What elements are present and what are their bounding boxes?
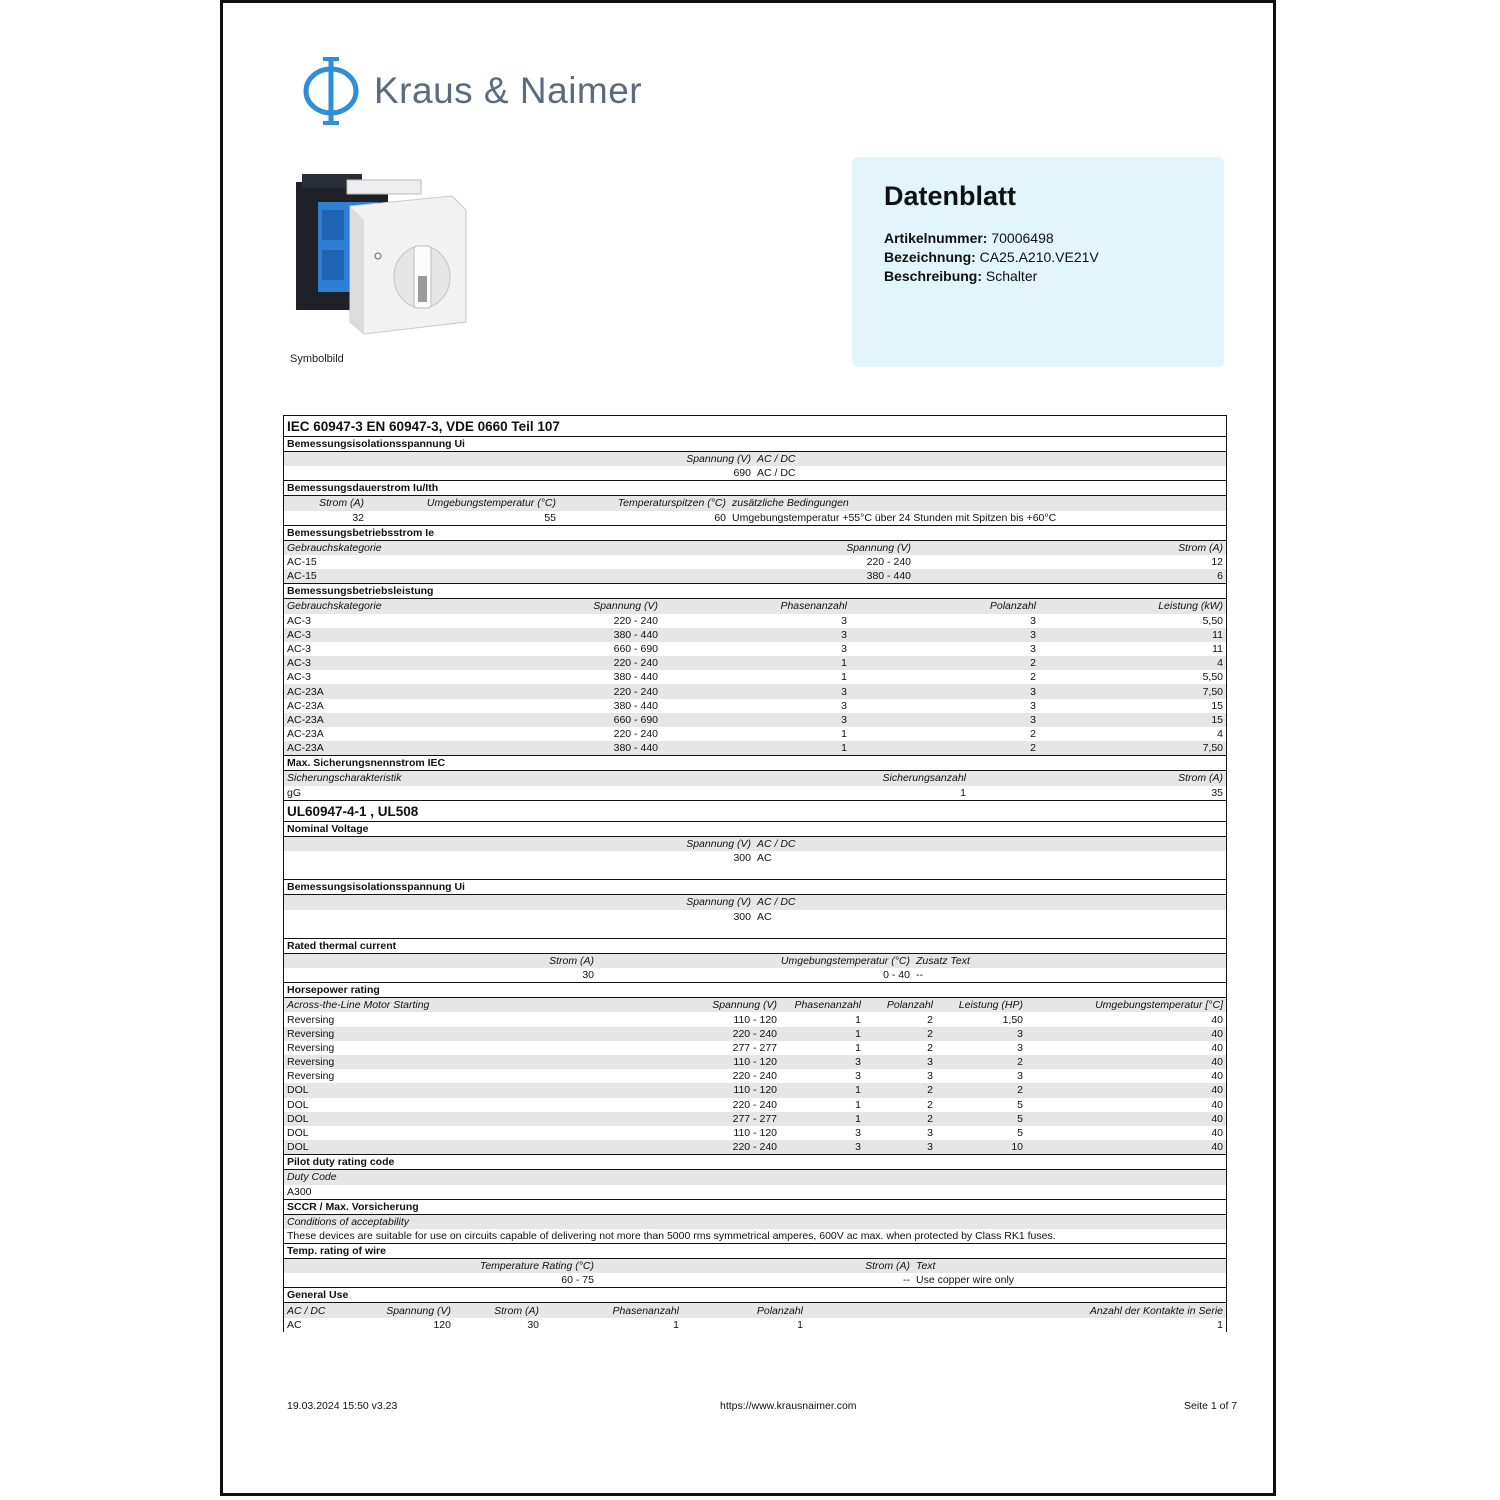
table-cell: 3 <box>661 684 850 698</box>
table-cell: 3 <box>1030 699 1036 712</box>
header-cell: Zusatz Text <box>913 954 1226 968</box>
header-cell: Leistung (kW) <box>1039 599 1226 613</box>
table-cell: AC-3 <box>284 628 484 642</box>
table-row <box>284 1185 1226 1200</box>
datasheet-info-box <box>852 157 1224 367</box>
header-cell: Polanzahl <box>864 998 936 1012</box>
table-row <box>284 1012 1226 1026</box>
iec-ui-heading: Bemessungsisolationsspannung Ui <box>284 437 1226 452</box>
table-row <box>284 1229 1226 1244</box>
header-cell: AC / DC <box>284 1303 354 1317</box>
header-cell: AC / DC <box>754 895 1226 909</box>
table-cell: 220 - 240 <box>732 1098 777 1111</box>
table-cell: 15 <box>1039 713 1226 727</box>
iec-fuse-table <box>284 771 1226 800</box>
table-cell: AC-3 <box>287 642 311 655</box>
table-cell: 1 <box>797 1318 803 1331</box>
table-cell: Use copper wire only <box>913 1273 1226 1288</box>
table-cell: DOL <box>284 1112 704 1126</box>
table-cell: 5,50 <box>1202 671 1223 684</box>
table-cell: 300 <box>733 852 751 865</box>
table-cell: 2 <box>850 656 1039 670</box>
table-cell: 220 - 240 <box>704 1027 780 1041</box>
header-cell: Phasenanzahl <box>780 998 864 1012</box>
header-cell: Strom (A) <box>597 1259 913 1273</box>
ul-nominal-heading: Nominal Voltage <box>284 822 1226 837</box>
header-cell: Spannung (V) <box>484 599 661 613</box>
table-cell: 5 <box>936 1112 1026 1126</box>
table-cell: 110 - 120 <box>704 1083 780 1097</box>
table-cell: 220 - 240 <box>732 1070 777 1083</box>
ul-ui-table <box>284 895 1226 939</box>
table-header-row <box>284 496 1226 510</box>
ul-general-heading: General Use <box>284 1288 1226 1303</box>
header-cell: Strom (A) <box>284 954 597 968</box>
table-cell: 3 <box>841 699 847 712</box>
image-caption: Symbolbild <box>290 353 344 365</box>
header-cell: Gebrauchskategorie <box>284 541 584 555</box>
table-cell: These devices are suitable for use on circuits capable of delivering not more than 5000 rms symmetrical amperes, 600V ac max. when protected by Class RK1 fuses. <box>284 1229 1226 1244</box>
table-cell: 2 <box>1030 728 1036 741</box>
table-cell: 3 <box>855 1127 861 1140</box>
table-cell: 3 <box>864 1140 936 1155</box>
table-cell: 60 <box>559 511 729 526</box>
table-cell: 3 <box>1030 614 1036 627</box>
table-cell: AC / DC <box>754 466 1226 481</box>
header-cell: Duty Code <box>284 1170 1226 1184</box>
footer-date: 19.03.2024 15:50 v3.23 <box>287 1400 398 1412</box>
header-cell: zusätzliche Bedingungen <box>729 496 1226 510</box>
designation-line <box>884 248 1224 267</box>
ul-hp-table <box>284 998 1226 1155</box>
table-cell: 380 - 440 <box>613 699 658 712</box>
header-cell: Umgebungstemperatur (°C) <box>367 496 559 510</box>
table-row <box>284 1140 1226 1155</box>
header-cell: Gebrauchskategorie <box>284 599 484 613</box>
table-cell: 15 <box>1211 699 1223 712</box>
datasheet-title: Datenblatt <box>884 181 1017 211</box>
table-cell: AC-3 <box>284 656 484 670</box>
ul-general-table <box>284 1303 1226 1331</box>
table-cell: 220 - 240 <box>866 556 911 569</box>
table-cell: 220 - 240 <box>484 684 661 698</box>
table-cell: 32 <box>284 511 367 526</box>
table-cell: 7,50 <box>1039 741 1226 756</box>
description-label: Beschreibung: <box>884 268 983 284</box>
table-cell: 60 - 75 <box>284 1273 597 1288</box>
header-cell: Anzahl der Kontakte in Serie <box>806 1303 1226 1317</box>
table-cell: 1 <box>780 1027 864 1041</box>
table-header-row <box>284 837 1226 851</box>
header-cell: Phasenanzahl <box>542 1303 682 1317</box>
table-cell: 380 - 440 <box>484 628 661 642</box>
table-header-row <box>284 1215 1226 1229</box>
ul-wire-table <box>284 1259 1226 1288</box>
table-cell: -- <box>597 1273 913 1288</box>
table-row <box>284 1055 1226 1069</box>
spec-table <box>283 415 1227 1332</box>
header-cell: Leistung (HP) <box>936 998 1026 1012</box>
ul-ui-heading: Bemessungsisolationsspannung Ui <box>284 880 1226 895</box>
table-cell: DOL <box>287 1098 309 1111</box>
table-cell: 3 <box>661 713 850 727</box>
table-cell: Umgebungstemperatur +55°C über 24 Stunden mit Spitzen bis +60°C <box>729 511 1226 526</box>
table-cell: 0 - 40 <box>597 968 913 983</box>
table-cell: 3 <box>841 614 847 627</box>
table-cell: 40 <box>1211 1041 1223 1054</box>
table-cell: 3 <box>1017 1041 1023 1054</box>
table-cell: 3 <box>927 1127 933 1140</box>
table-cell: 380 - 440 <box>613 671 658 684</box>
table-header-row <box>284 895 1226 909</box>
table-row <box>284 713 1226 727</box>
table-cell: gG <box>284 786 584 801</box>
table-cell: 3 <box>841 642 847 655</box>
table-cell: 1 <box>780 1112 864 1126</box>
table-header-row <box>284 771 1226 785</box>
table-header-row <box>284 1259 1226 1273</box>
table-cell: 3 <box>780 1140 864 1155</box>
table-cell: 3 <box>927 1070 933 1083</box>
table-row <box>284 851 1226 865</box>
table-cell: 1 <box>855 1098 861 1111</box>
table-row <box>284 741 1226 756</box>
iec-fuse-heading: Max. Sicherungsnennstrom IEC <box>284 756 1226 771</box>
table-cell: 1 <box>661 656 850 670</box>
table-cell: 4 <box>1039 656 1226 670</box>
table-cell: Reversing <box>284 1055 704 1069</box>
table-cell: 40 <box>1026 1083 1226 1097</box>
table-cell: AC <box>757 852 772 865</box>
table-cell: 2 <box>936 1083 1026 1097</box>
header-cell: Strom (A) <box>914 541 1226 555</box>
table-cell: 5 <box>1017 1098 1023 1111</box>
table-cell: Reversing <box>287 1041 335 1054</box>
table-cell: 4 <box>1217 728 1223 741</box>
iec-section-title: IEC 60947-3 EN 60947-3, VDE 0660 Teil 107 <box>284 416 1226 437</box>
table-cell: 2 <box>864 1027 936 1041</box>
iec-power-heading: Bemessungsbetriebsleistung <box>284 584 1226 599</box>
table-cell: 2 <box>927 1041 933 1054</box>
description-line <box>884 267 1224 286</box>
table-cell: AC-23A <box>284 713 484 727</box>
table-cell: 30 <box>284 968 597 983</box>
product-image <box>292 162 472 347</box>
table-cell: 40 <box>1211 1070 1223 1083</box>
table-cell: 660 - 690 <box>613 642 658 655</box>
table-cell: 3 <box>1017 1070 1023 1083</box>
table-cell: 2 <box>864 1083 936 1097</box>
ul-section-title: UL60947-4-1 , UL508 <box>284 801 1226 822</box>
header-cell: Sicherungscharakteristik <box>284 771 584 785</box>
header-cell: Spannung (V) <box>284 895 754 909</box>
table-cell: 2 <box>864 1112 936 1126</box>
table-cell: 120 <box>433 1318 451 1331</box>
table-cell: 380 - 440 <box>584 569 914 584</box>
table-row <box>284 910 1226 924</box>
table-row <box>284 1098 1226 1112</box>
iec-ith-table <box>284 496 1226 525</box>
table-cell: 1,50 <box>1002 1013 1023 1026</box>
designation-value: CA25.A210.VE21V <box>979 249 1099 265</box>
table-cell: AC-23A <box>287 728 324 741</box>
table-row <box>284 1083 1226 1097</box>
table-cell: 5 <box>1017 1127 1023 1140</box>
table-cell: 1 <box>673 1318 679 1331</box>
iec-ith-heading: Bemessungsdauerstrom Iu/Ith <box>284 481 1226 496</box>
table-cell: AC <box>757 910 772 923</box>
table-cell: 40 <box>1211 1098 1223 1111</box>
table-cell: 2 <box>1030 671 1036 684</box>
table-row <box>284 684 1226 698</box>
header-cell: Spannung (V) <box>704 998 780 1012</box>
table-row <box>284 786 1226 801</box>
table-cell: 55 <box>367 511 559 526</box>
footer-page-number: Seite 1 of 7 <box>1184 1400 1238 1412</box>
table-cell: 6 <box>914 569 1226 584</box>
designation-label: Bezeichnung: <box>884 249 976 265</box>
table-row <box>284 511 1226 526</box>
table-cell: 10 <box>936 1140 1026 1155</box>
ul-pilot-heading: Pilot duty rating code <box>284 1155 1226 1170</box>
header-cell: Text <box>913 1259 1226 1273</box>
table-cell: 1 <box>780 1083 864 1097</box>
table-cell: 660 - 690 <box>484 713 661 727</box>
iec-ui-table <box>284 452 1226 481</box>
header-cell: Spannung (V) <box>284 837 754 851</box>
table-cell: 220 - 240 <box>704 1140 780 1155</box>
table-cell: 3 <box>1030 642 1036 655</box>
table-cell: 3 <box>864 1055 936 1069</box>
table-row <box>284 555 1226 569</box>
table-header-row <box>284 599 1226 613</box>
table-row <box>284 614 1226 628</box>
table-row <box>284 1318 1226 1332</box>
iec-power-table <box>284 599 1226 756</box>
table-cell: 40 <box>1026 1140 1226 1155</box>
table-cell: 40 <box>1026 1055 1226 1069</box>
table-row <box>284 628 1226 642</box>
table-cell: 2 <box>850 741 1039 756</box>
header-cell: Temperature Rating (°C) <box>284 1259 597 1273</box>
table-cell: 3 <box>850 628 1039 642</box>
table-cell: 690 <box>284 466 754 481</box>
table-row <box>284 656 1226 670</box>
table-cell: 220 - 240 <box>484 656 661 670</box>
table-row <box>284 1126 1226 1140</box>
table-cell: 380 - 440 <box>484 741 661 756</box>
header-cell: Polanzahl <box>682 1303 806 1317</box>
table-cell: 1 <box>584 786 969 801</box>
table-cell: -- <box>913 968 1226 983</box>
table-cell: 220 - 240 <box>613 614 658 627</box>
table-cell: AC-23A <box>287 699 324 712</box>
iec-ie-heading: Bemessungsbetriebsstrom Ie <box>284 526 1226 541</box>
header-cell: Phasenanzahl <box>661 599 850 613</box>
table-cell: 40 <box>1211 1127 1223 1140</box>
table-cell: AC-23A <box>284 684 484 698</box>
header-cell: Strom (A) <box>284 496 367 510</box>
table-cell: 3 <box>661 628 850 642</box>
table-cell: 277 - 277 <box>732 1041 777 1054</box>
header-cell: AC / DC <box>754 452 1226 466</box>
table-cell: A300 <box>284 1185 1226 1200</box>
ul-thermal-table <box>284 954 1226 983</box>
table-cell: 3 <box>936 1027 1026 1041</box>
table-cell: 40 <box>1211 1013 1223 1026</box>
iec-ie-table <box>284 541 1226 585</box>
table-spacer-row <box>284 865 1226 880</box>
table-cell: 30 <box>527 1318 539 1331</box>
table-cell: 277 - 277 <box>704 1112 780 1126</box>
header-cell: Sicherungsanzahl <box>584 771 969 785</box>
table-cell: 11 <box>1039 628 1226 642</box>
table-cell: 12 <box>1211 556 1223 569</box>
table-header-row <box>284 954 1226 968</box>
table-header-row <box>284 1170 1226 1184</box>
table-header-row <box>284 452 1226 466</box>
article-number-line <box>884 229 1224 248</box>
header-cell: Strom (A) <box>969 771 1226 785</box>
table-header-row <box>284 998 1226 1012</box>
table-cell: 110 - 120 <box>704 1055 780 1069</box>
table-cell: 1 <box>841 671 847 684</box>
table-cell: DOL <box>287 1127 309 1140</box>
header-cell: Temperaturspitzen (°C) <box>559 496 729 510</box>
table-cell: 220 - 240 <box>613 728 658 741</box>
table-row <box>284 670 1226 684</box>
ul-sccr-heading: SCCR / Max. Vorsicherung <box>284 1200 1226 1215</box>
table-row <box>284 1112 1226 1126</box>
article-number-value: 70006498 <box>991 230 1054 246</box>
table-cell: 2 <box>936 1055 1026 1069</box>
table-cell: 3 <box>855 1070 861 1083</box>
table-cell: 1 <box>855 1013 861 1026</box>
table-spacer-row <box>284 924 1226 939</box>
table-cell: 1 <box>841 728 847 741</box>
table-cell: AC-23A <box>284 741 484 756</box>
table-row <box>284 466 1226 481</box>
table-cell: 35 <box>969 786 1226 801</box>
table-cell: 7,50 <box>1039 684 1226 698</box>
brand-logo <box>302 57 642 125</box>
table-header-row <box>284 541 1226 555</box>
table-cell: DOL <box>284 1140 704 1155</box>
table-cell: 5,50 <box>1202 614 1223 627</box>
table-cell: 110 - 120 <box>733 1013 777 1026</box>
header-cell: Strom (A) <box>454 1303 542 1317</box>
table-cell: 40 <box>1026 1112 1226 1126</box>
ul-sccr-table <box>284 1215 1226 1244</box>
table-cell: AC-3 <box>287 671 311 684</box>
table-cell: AC-15 <box>284 569 584 584</box>
table-cell: 300 <box>733 910 751 923</box>
ul-nominal-table <box>284 837 1226 881</box>
table-cell: 11 <box>1212 642 1223 655</box>
table-row <box>284 968 1226 983</box>
table-row <box>284 569 1226 584</box>
header-cell: Polanzahl <box>850 599 1039 613</box>
table-row <box>284 1069 1226 1083</box>
header-cell: Umgebungstemperatur [°C] <box>1026 998 1226 1012</box>
brand-name: Kraus & Naimer <box>374 70 643 111</box>
table-cell: 3 <box>850 684 1039 698</box>
phi-logo-icon <box>302 57 360 125</box>
footer-url-link[interactable]: https://www.krausnaimer.com <box>720 1400 857 1412</box>
table-row <box>284 1041 1226 1055</box>
table-cell: DOL <box>284 1083 704 1097</box>
header-cell: Spannung (V) <box>584 541 914 555</box>
ul-wire-heading: Temp. rating of wire <box>284 1244 1226 1259</box>
table-header-row <box>284 1303 1226 1317</box>
table-cell: 1 <box>855 1041 861 1054</box>
table-row <box>284 642 1226 656</box>
table-cell: 2 <box>927 1013 933 1026</box>
ul-thermal-heading: Rated thermal current <box>284 939 1226 954</box>
table-cell: Reversing <box>287 1013 335 1026</box>
table-cell: 3 <box>780 1055 864 1069</box>
header-cell: AC / DC <box>754 837 1226 851</box>
table-row <box>284 727 1226 741</box>
header-cell: Spannung (V) <box>284 452 754 466</box>
table-cell: 40 <box>1026 1027 1226 1041</box>
table-row <box>284 1027 1226 1041</box>
table-row <box>284 1273 1226 1288</box>
ul-pilot-table <box>284 1170 1226 1199</box>
ul-hp-heading: Horsepower rating <box>284 983 1226 998</box>
header-cell: Across-the-Line Motor Starting <box>284 998 704 1012</box>
table-cell: 1 <box>1217 1318 1223 1331</box>
table-row <box>284 699 1226 713</box>
table-cell: Reversing <box>287 1070 335 1083</box>
table-cell: 2 <box>927 1098 933 1111</box>
table-cell: 110 - 120 <box>733 1127 777 1140</box>
article-number-label: Artikelnummer: <box>884 230 988 246</box>
header-cell: Conditions of acceptability <box>284 1215 1226 1229</box>
description-value: Schalter <box>985 268 1038 284</box>
table-cell: 1 <box>661 741 850 756</box>
table-cell: AC <box>287 1318 302 1331</box>
header-cell: Spannung (V) <box>354 1303 454 1317</box>
header-cell: Umgebungstemperatur (°C) <box>597 954 913 968</box>
table-cell: 3 <box>850 713 1039 727</box>
table-cell: AC-3 <box>287 614 311 627</box>
table-cell: AC-15 <box>287 556 317 569</box>
table-cell: Reversing <box>284 1027 704 1041</box>
